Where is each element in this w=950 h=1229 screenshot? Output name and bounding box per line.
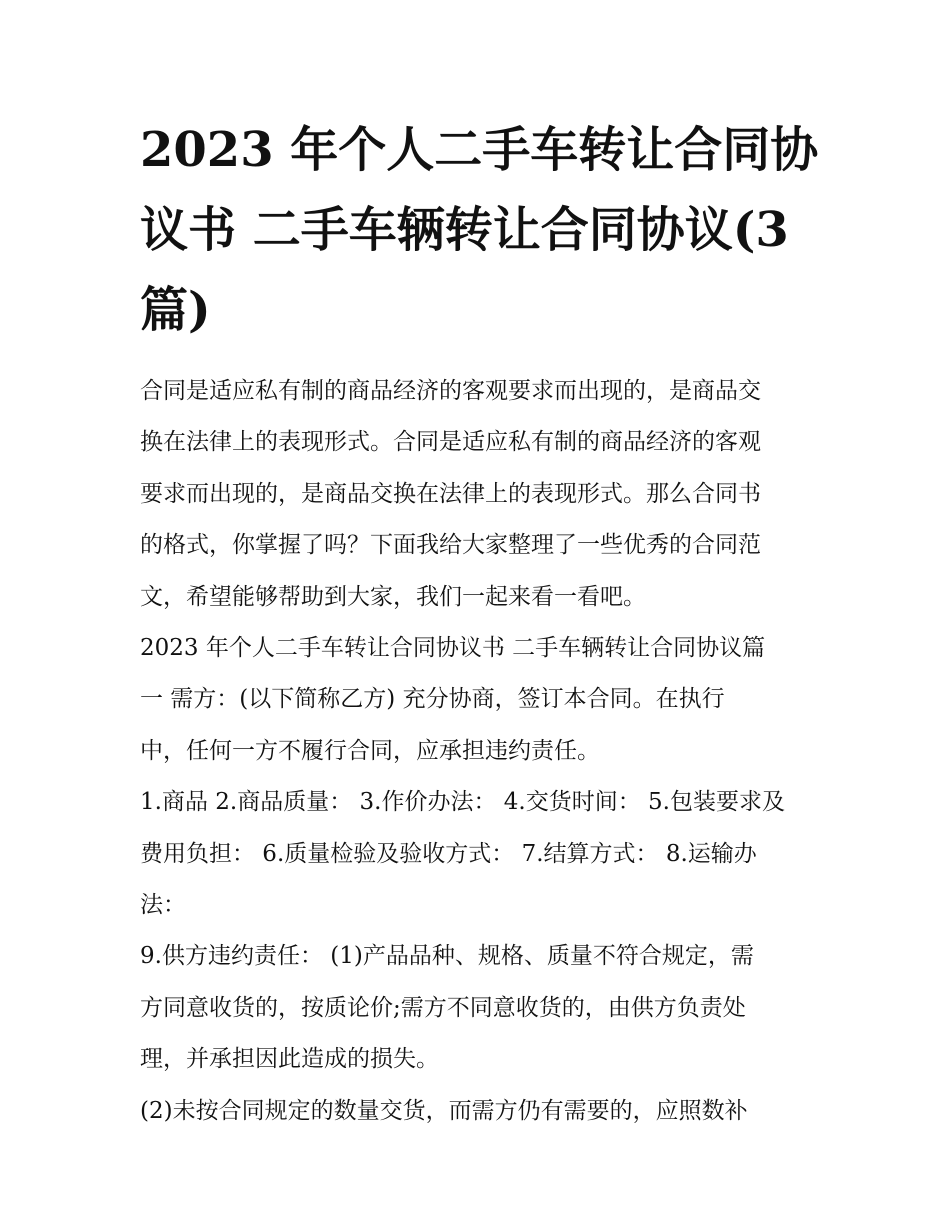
text-line: 2023 年个人二手车转让合同协议书 二手车辆转让合同协议篇: [140, 635, 766, 662]
quantity-clause-paragraph: [140, 1086, 820, 1137]
text-line: 中，任何一方不履行合同，应承担违约责任。: [140, 737, 600, 764]
document-body: [140, 366, 820, 1137]
text-line: 1.商品 2.商品质量： 3.作价办法： 4.交货时间： 5.包装要求及: [140, 789, 785, 816]
text-line: (2)未按合同规定的数量交货，而需方仍有需要的，应照数补: [140, 1097, 748, 1124]
text-line: 法：: [140, 892, 186, 919]
supplier-liability-paragraph: [140, 931, 820, 1085]
text-line: 换在法律上的表现形式。合同是适应私有制的商品经济的客观: [140, 429, 761, 456]
text-line: 要求而出现的，是商品交换在法律上的表现形式。那么合同书: [140, 480, 761, 507]
text-line: 理，并承担因此造成的损失。: [140, 1046, 439, 1073]
text-line: 一 需方：(以下简称乙方) 充分协商，签订本合同。在执行: [140, 686, 725, 713]
text-line: 方同意收货的，按质论价;需方不同意收货的，由供方负责处: [140, 994, 746, 1021]
title-line: 议书 二手车辆转让合同协议(3: [140, 202, 789, 258]
clause-list-paragraph: [140, 777, 820, 931]
document-title: [140, 110, 820, 350]
title-line: 2023 年个人二手车转让合同协: [140, 122, 819, 178]
text-line: 的格式，你掌握了吗？下面我给大家整理了一些优秀的合同范: [140, 532, 761, 559]
text-line: 文，希望能够帮助到大家，我们一起来看一看吧。: [140, 583, 646, 610]
section-heading-paragraph: [140, 623, 820, 777]
title-line: 篇): [140, 282, 211, 338]
text-line: 9.供方违约责任： (1)产品品种、规格、质量不符合规定，需: [140, 943, 754, 970]
intro-paragraph: [140, 366, 820, 623]
text-line: 合同是适应私有制的商品经济的客观要求而出现的，是商品交: [140, 378, 761, 404]
document-page: [140, 110, 820, 1137]
text-line: 费用负担： 6.质量检验及验收方式： 7.结算方式： 8.运输办: [140, 840, 757, 867]
